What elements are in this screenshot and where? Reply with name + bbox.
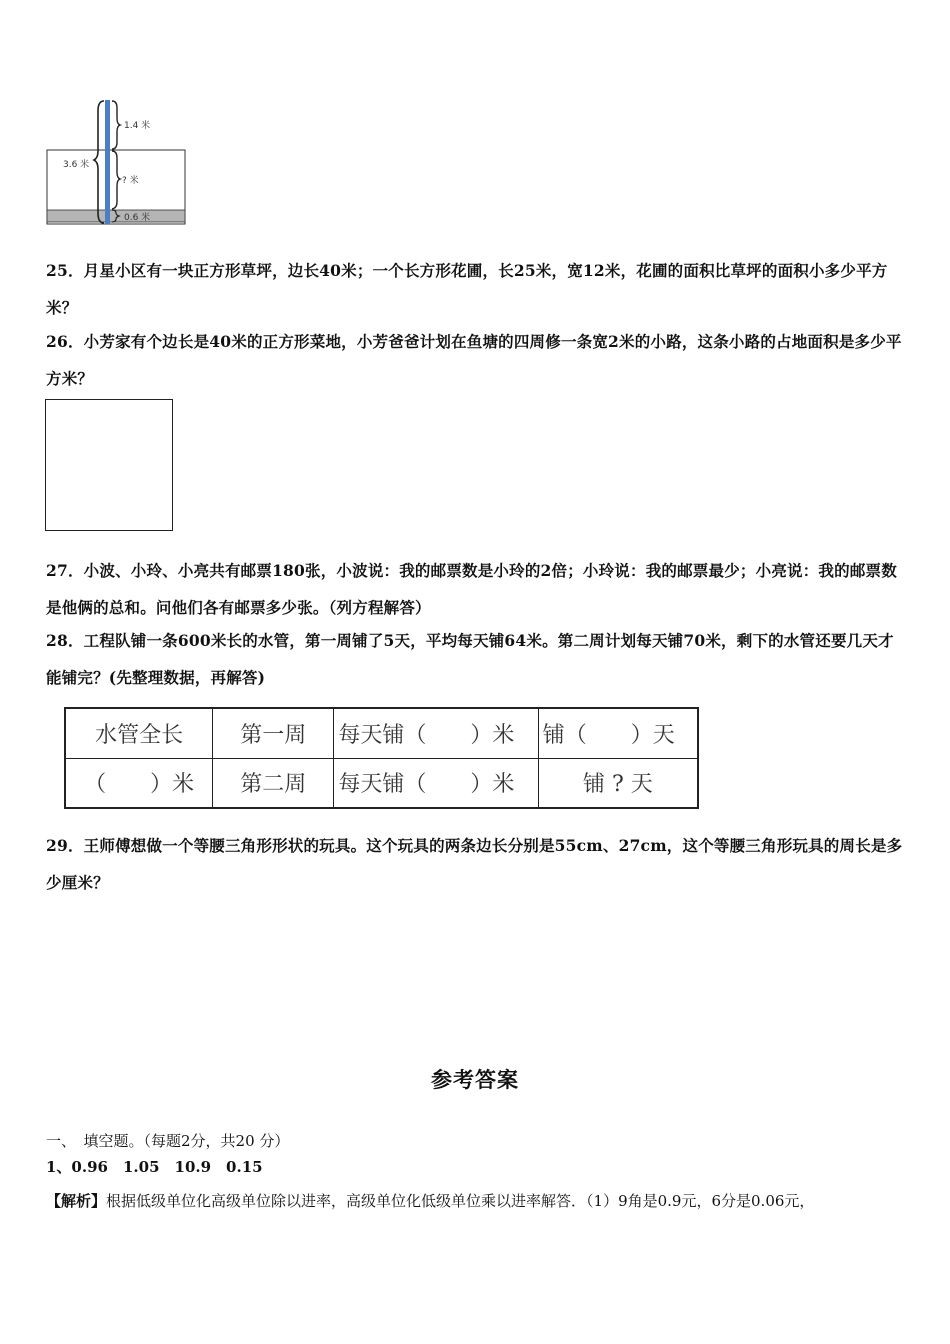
- week1-days: 铺（ ）天: [538, 708, 698, 758]
- question-25: 25．月星小区有一块正方形草坪，边长40米；一个长方形花圃，长25米，宽12米，花圃的面积比草坪的面积小多少平方米？: [46, 261, 888, 317]
- pole-diagram: [44, 96, 194, 226]
- section-heading: 一、 填空题。（每题2分，共20 分）: [46, 1132, 290, 1150]
- week1-label: 第一周: [213, 708, 334, 758]
- total-length-label: 水管全长: [65, 708, 213, 758]
- question-29: 29．王师傅想做一个等腰三角形形状的玩具。这个玩具的两条边长分别是55cm、27cm，这个等腰三角形玩具的周长是多少厘米？: [46, 836, 903, 892]
- label-mid: ? 米: [122, 176, 139, 186]
- question-27: 27．小波、小玲、小亮共有邮票180张，小波说：我的邮票数是小玲的2倍；小玲说：我的邮票最少；小亮说：我的邮票数是他俩的总和。问他们各有邮票多少张。（列方程解答）: [46, 561, 897, 617]
- explain-text: 根据低级单位化高级单位除以进率，高级单位化低级单位乘以进率解答．（1）9角是0.9元，6分是0.06元，: [106, 1192, 815, 1210]
- square-field-figure: [45, 399, 173, 531]
- week2-rate: 每天铺（ ）米: [334, 758, 538, 808]
- label-bottom: 0.6 米: [124, 213, 151, 223]
- question-28: 28．工程队铺一条600米长的水管，第一周铺了5天，平均每天铺64米。第二周计划每天铺70米，剩下的水管还要几天才能铺完？(先整理数据，再解答): [46, 631, 894, 687]
- answers-title: 参考答案: [431, 1067, 519, 1092]
- label-top: 1.4 米: [124, 121, 151, 131]
- answer-1: 1、0.96 1.05 10.9 0.15: [46, 1158, 263, 1176]
- label-left: 3.6 米: [63, 160, 90, 170]
- week2-label: 第二周: [213, 758, 334, 808]
- pipe-data-table: [64, 707, 699, 809]
- week1-rate: 每天铺（ ）米: [334, 708, 538, 758]
- total-length-value: （ ）米: [65, 758, 213, 808]
- question-26: 26．小芳家有个边长是40米的正方形菜地，小芳爸爸计划在鱼塘的四周修一条宽2米的小路，这条小路的占地面积是多少平方米？: [46, 332, 902, 388]
- week2-days: 铺 ? 天: [538, 758, 698, 808]
- explanation: [46, 1190, 926, 1211]
- explain-tag: 【解析】: [46, 1192, 107, 1210]
